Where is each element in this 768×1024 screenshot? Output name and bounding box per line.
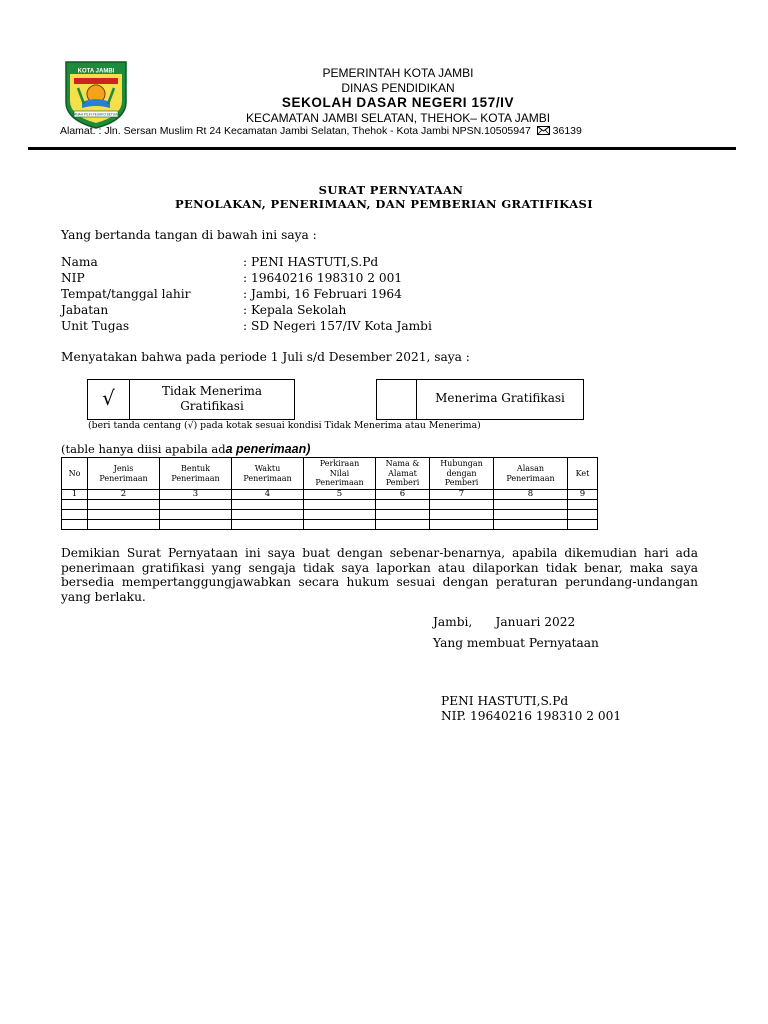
identity-label-unit: Unit Tugas <box>61 319 130 333</box>
col-header-value: Perkiraan Nilai Penerimaan <box>304 458 376 490</box>
postal-code: 36139 <box>552 125 582 137</box>
option-not-receive-line2: Gratifikasi <box>180 398 244 413</box>
option-not-receive-label <box>129 384 295 413</box>
identity-label-birth: Tempat/tanggal lahir <box>61 287 191 301</box>
identity-value-birth: : Jambi, 16 Februari 1964 <box>243 287 402 301</box>
table-row[interactable] <box>62 520 598 530</box>
col-header-no: No <box>62 458 88 490</box>
envelope-icon <box>537 126 550 138</box>
header-government: PEMERINTAH KOTA JAMBI <box>322 66 474 80</box>
col-number: 9 <box>568 490 598 500</box>
identity-value-nip: : 19640216 198310 2 001 <box>243 271 403 285</box>
period-statement: Menyatakan bahwa pada periode 1 Juli s/d Desember 2021, saya : <box>61 350 470 364</box>
table-row[interactable] <box>62 510 598 520</box>
table-header-row <box>62 458 598 490</box>
header-school-name: SEKOLAH DASAR NEGERI 157/IV <box>281 95 515 110</box>
identity-value-position: : Kepala Sekolah <box>243 303 347 317</box>
identity-label-position: Jabatan <box>61 303 109 317</box>
table-note-emphasis: a penerimaan) <box>225 442 311 456</box>
header-department: DINAS PENDIDIKAN <box>341 81 455 95</box>
identity-label-nip: NIP <box>61 271 85 285</box>
document-title: SURAT PERNYATAAN <box>318 183 464 197</box>
col-number: 5 <box>304 490 376 500</box>
check-mark-icon: √ <box>102 386 115 410</box>
intro-text: Yang bertanda tangan di bawah ini saya : <box>61 228 317 242</box>
place-date: Jambi, Januari 2022 <box>433 615 576 629</box>
option-receive-label: Menerima Gratifikasi <box>435 391 565 405</box>
signer-name: PENI HASTUTI,S.Pd <box>441 694 569 708</box>
identity-value-unit: : SD Negeri 157/IV Kota Jambi <box>243 319 432 333</box>
table-note <box>61 442 310 456</box>
table-row[interactable] <box>62 500 598 510</box>
table-number-row <box>62 490 598 500</box>
signer-nip: NIP. 19640216 198310 2 001 <box>441 709 622 723</box>
address-text: Alamat. : Jln. Sersan Muslim Rt 24 Kecamatan Jambi Selatan, Thehok - Kota Jambi NPSN.10505947 <box>60 125 531 137</box>
header-district: KECAMATAN JAMBI SELATAN, THEHOK– KOTA JAMBI <box>245 111 551 125</box>
col-number: 6 <box>376 490 430 500</box>
col-header-relation: Hubungan dengan Pemberi <box>430 458 494 490</box>
col-number: 7 <box>430 490 494 500</box>
identity-label-name: Nama <box>61 255 98 269</box>
document-subtitle: PENOLAKAN, PENERIMAAN, DAN PEMBERIAN GRATIFIKASI <box>174 197 594 211</box>
logo-banner: TANAH PILIH PESAKO BETUAH <box>72 112 120 117</box>
col-number: 3 <box>160 490 232 500</box>
closing-paragraph: Demikian Surat Pernyataan ini saya buat dengan sebenar-benarnya, apabila dikemudian hari ada penerimaan gratifikasi yang sengaja tidak saya laporkan atau dilaporkan tidak benar, maka saya bersedia mempertanggungjawabkan secara hukum sesuai dengan peraturan perundang-undangan yang berlaku. <box>61 546 698 604</box>
checkbox-hint: (beri tanda centang (√) pada kotak sesuai kondisi Tidak Menerima atau Menerima) <box>88 420 481 431</box>
col-number: 1 <box>62 490 88 500</box>
gratification-table <box>61 457 598 530</box>
col-header-time: Waktu Penerimaan <box>232 458 304 490</box>
col-number: 8 <box>494 490 568 500</box>
header-address <box>60 125 582 138</box>
table-note-prefix: (table hanya diisi apabila ad <box>61 442 226 456</box>
option-not-receive-line1: Tidak Menerima <box>161 384 263 398</box>
identity-value-name: : PENI HASTUTI,S.Pd <box>243 255 379 269</box>
header-divider <box>28 147 736 150</box>
col-header-giver: Nama & Alamat Pemberi <box>376 458 430 490</box>
col-number: 4 <box>232 490 304 500</box>
logo-text: KOTA JAMBI <box>77 68 115 75</box>
signer-role: Yang membuat Pernyataan <box>433 636 599 650</box>
checkbox-receive[interactable] <box>376 379 417 420</box>
col-header-form: Bentuk Penerimaan <box>160 458 232 490</box>
col-number: 2 <box>88 490 160 500</box>
col-header-type: Jenis Penerimaan <box>88 458 160 490</box>
col-header-note: Ket <box>568 458 598 490</box>
col-header-reason: Alasan Penerimaan <box>494 458 568 490</box>
